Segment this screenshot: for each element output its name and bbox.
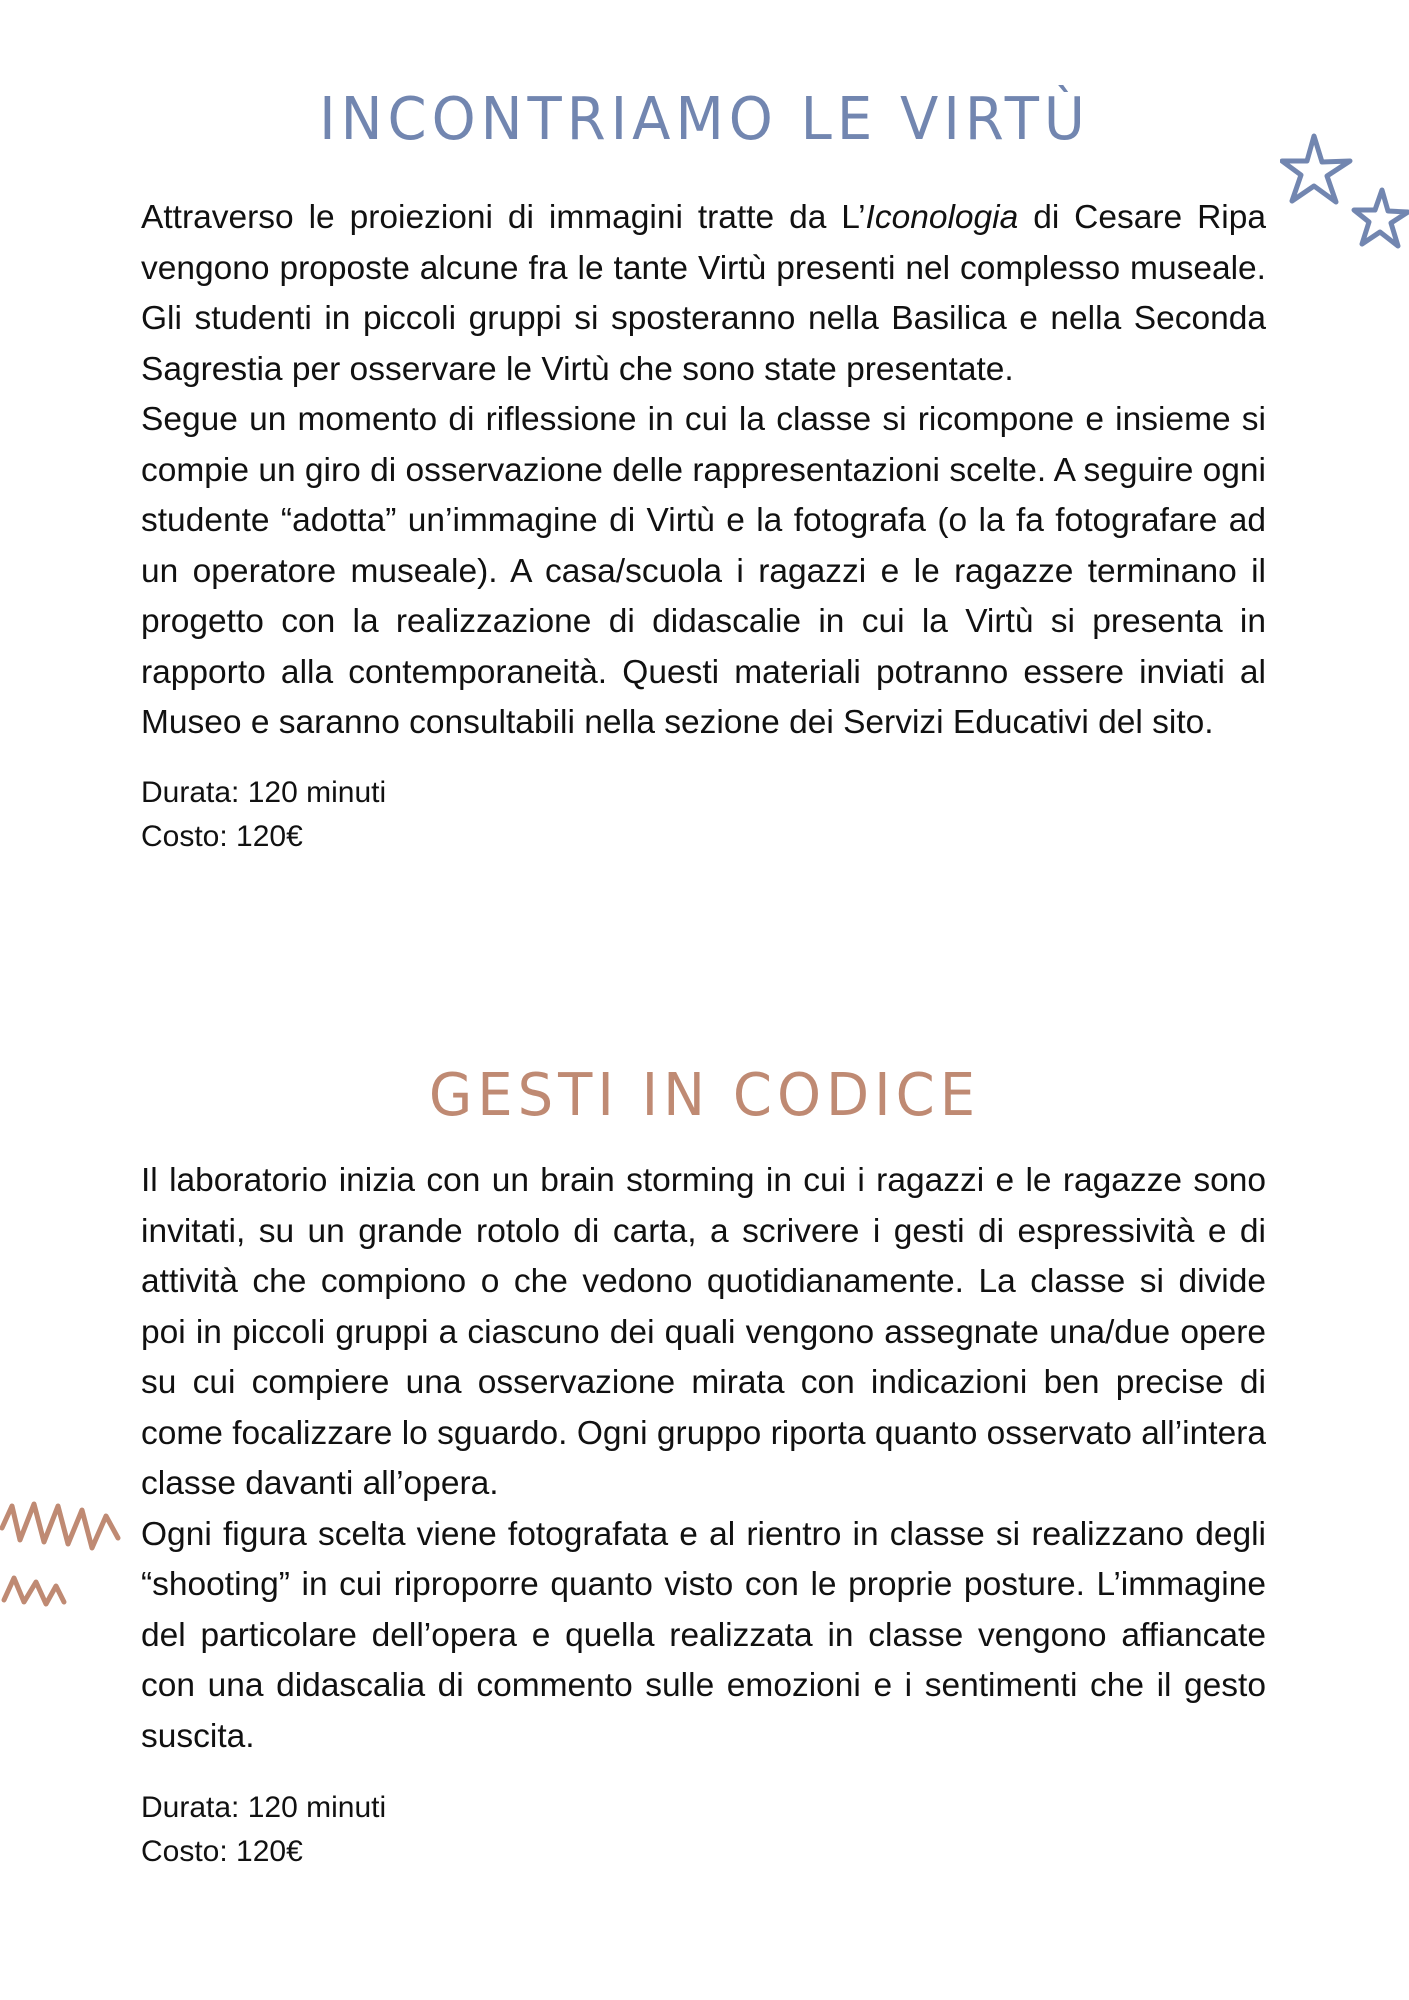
section1-paragraph-1-end: di Cesare Ripa vengono proposte alcune fra le tante Virtù presenti nel complesso museale. Gli studenti in piccoli gruppi si sposteranno nella Basilica e nella Seconda Sagrestia per osservare le Virtù che sono state presentate. — [141, 199, 1266, 388]
section2-paragraph-1: Il laboratorio inizia con un brain storming in cui i ragazzi e le ragazze sono invitati, su un grande rotolo di carta, a scrivere i gesti di espressività e di attività che compiono o che vedono quotidianamente. La classe si divide poi in piccoli gruppi a ciascuno dei quali vengono assegnate una/due opere su cui compiere una osservazione mirata con indicazioni ben precise di come focalizzare lo sguardo. Ogni gruppo riporta quanto osservato all’intera classe davanti all’opera. — [141, 1162, 1266, 1502]
section1-body — [141, 193, 1266, 859]
section1-cost: Costo: 120€ — [141, 819, 303, 853]
section1-paragraph-2: Segue un momento di riflessione in cui la classe si ricompone e insieme si compie un giro di osservazione delle rappresentazioni scelte. A seguire ogni studente “adotta” un’immagine di Virtù e la fotografa (o la fa fotografare ad un operatore museale). A casa/scuola i ragazzi e le ragazze terminano il progetto con la realizzazione di didascalie in cui la Virtù si presenta in rapporto alla contemporaneità. Questi materiali potranno essere inviati al Museo e saranno consultabili nella sezione dei Servizi Educativi del sito. — [141, 401, 1266, 741]
section2-title: GESTI IN CODICE — [428, 1061, 981, 1130]
section1-paragraph-1 — [141, 193, 1266, 395]
section1-title: INCONTRIAMO LE VIRTÙ — [319, 85, 1090, 154]
section2-duration: Durata: 120 minuti — [141, 1791, 387, 1824]
stars-doodle-icon — [1280, 128, 1409, 253]
iconologia-title: Iconologia — [865, 199, 1019, 236]
section2-body — [141, 1156, 1266, 1874]
section1-duration: Durata: 120 minuti — [141, 775, 387, 809]
section1-paragraph-1-start: Attraverso le proiezioni di immagini tratte da L’ — [141, 199, 866, 236]
section2-paragraph-2: Ogni figura scelta viene fotografata e al rientro in classe si realizzano degli “shooting” in cui riproporre quanto visto con le proprie posture. L’immagine del particolare dell’opera e quella realizzata in classe vengono affiancate con una didascalia di commento sulle emozioni e i sentimenti che il gesto suscita. — [141, 1515, 1266, 1755]
section2-cost: Costo: 120€ — [141, 1835, 303, 1868]
zigzag-doodle-icon — [0, 1498, 125, 1613]
